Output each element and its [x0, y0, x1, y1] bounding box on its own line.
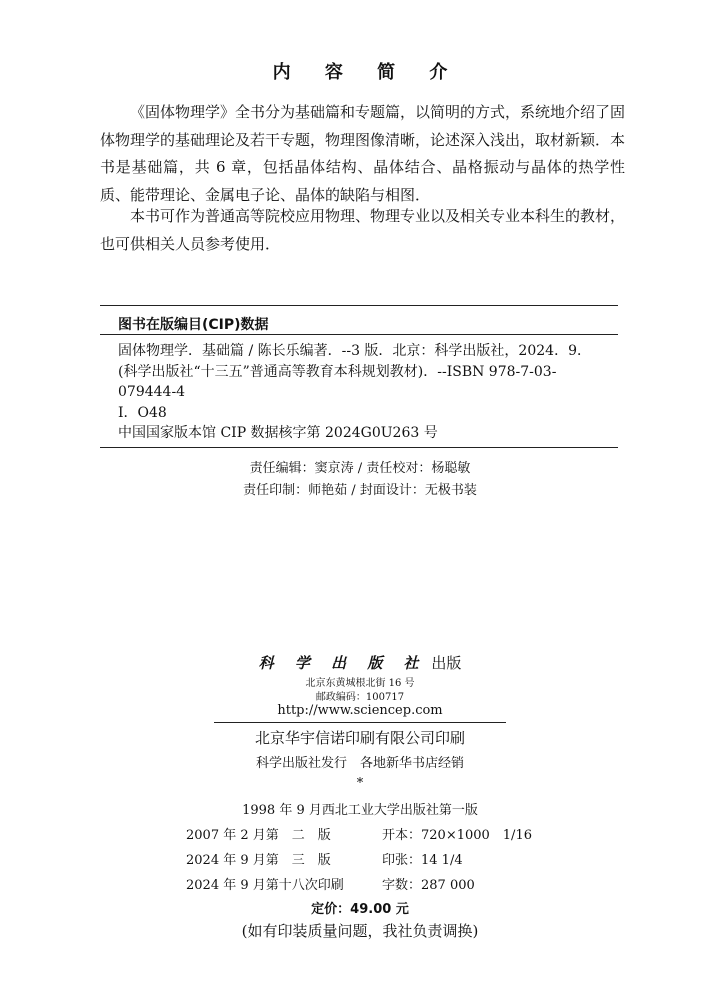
edition-row — [186, 849, 463, 868]
intro-paragraph-2 — [100, 203, 625, 258]
exchange-notice: (如有印装质量问题，我社负责调换) — [241, 922, 479, 940]
editors-line-1: 责任编辑：窦京涛 / 责任校对：杨聪敏 — [249, 461, 471, 476]
publisher-postcode: 邮政编码：100717 — [315, 692, 405, 703]
page-title: 内 容 简 介 — [272, 62, 462, 83]
separator-star: * — [356, 776, 364, 791]
cip-line-3: 079444-4 — [118, 384, 186, 400]
distribution-line: 科学出版社发行 各地新华书店经销 — [255, 756, 464, 771]
editors-block — [0, 458, 720, 502]
publisher-url: http://www.sciencep.com — [277, 703, 443, 718]
intro-text-1: 《固体物理学》全书分为基础篇和专题篇，以简明的方式，系统地介绍了固体物理学的基础理论及若干专题，物理图像清晰，论述深入浅出，取材新颖．本书是基础篇，共 6 章，包括晶体结构、晶体结合、晶格振动与晶体的热学性质、能带理论、金属电子论、晶体的缺陷与相图． — [100, 103, 626, 204]
edition-row-right: 字数：287 000 — [382, 878, 475, 893]
cip-heading-rule — [100, 334, 618, 335]
cip-line-4: Ⅰ．O48 — [118, 404, 167, 421]
edition-row-left: 2024 年 9 月第十八次印刷 — [186, 878, 344, 893]
editors-line-2: 责任印制：师艳茹 / 封面设计：无极书装 — [243, 483, 477, 498]
publisher-address: 北京东黄城根北街 16 号 — [305, 678, 415, 689]
cip-line-1: 固体物理学．基础篇 / 陈长乐编著．--3 版．北京：科学出版社，2024．9． — [118, 343, 591, 359]
edition-row-left: 2007 年 2 月第 二 版 — [186, 828, 331, 843]
cip-top-rule — [100, 305, 618, 306]
cip-heading: 图书在版编目(CIP)数据 — [118, 317, 269, 333]
intro-text-2: 本书可作为普通高等院校应用物理、物理专业以及相关专业本科生的教材，也可供相关人员参考使用． — [100, 207, 626, 253]
edition-row-right: 印张：14 1/4 — [382, 853, 463, 868]
edition-row-left: 2024 年 9 月第 三 版 — [186, 853, 331, 868]
edition-row — [186, 874, 475, 893]
cip-line-5: 中国国家版本馆 CIP 数据核字第 2024G0U263 号 — [118, 425, 438, 441]
edition-row-right: 开本：720×1000 1/16 — [382, 828, 532, 843]
cip-record — [118, 341, 618, 444]
cip-line-2: (科学出版社“十三五”普通高等教育本科规划教材)．--ISBN 978-7-03- — [118, 363, 557, 380]
publisher-rule — [214, 722, 506, 723]
publisher-logo: 科 学 出 版 社 — [258, 654, 427, 672]
cip-bottom-rule — [100, 447, 618, 448]
edition-row — [186, 824, 532, 843]
printer-name: 北京华宇信诺印刷有限公司印刷 — [254, 729, 465, 747]
publisher-line — [0, 652, 720, 673]
first-edition-line: 1998 年 9 月西北工业大学出版社第一版 — [242, 803, 478, 818]
intro-paragraph-1 — [100, 99, 625, 209]
publisher-suffix: 出版 — [431, 654, 462, 672]
price-line: 定价：49.00 元 — [311, 902, 409, 917]
